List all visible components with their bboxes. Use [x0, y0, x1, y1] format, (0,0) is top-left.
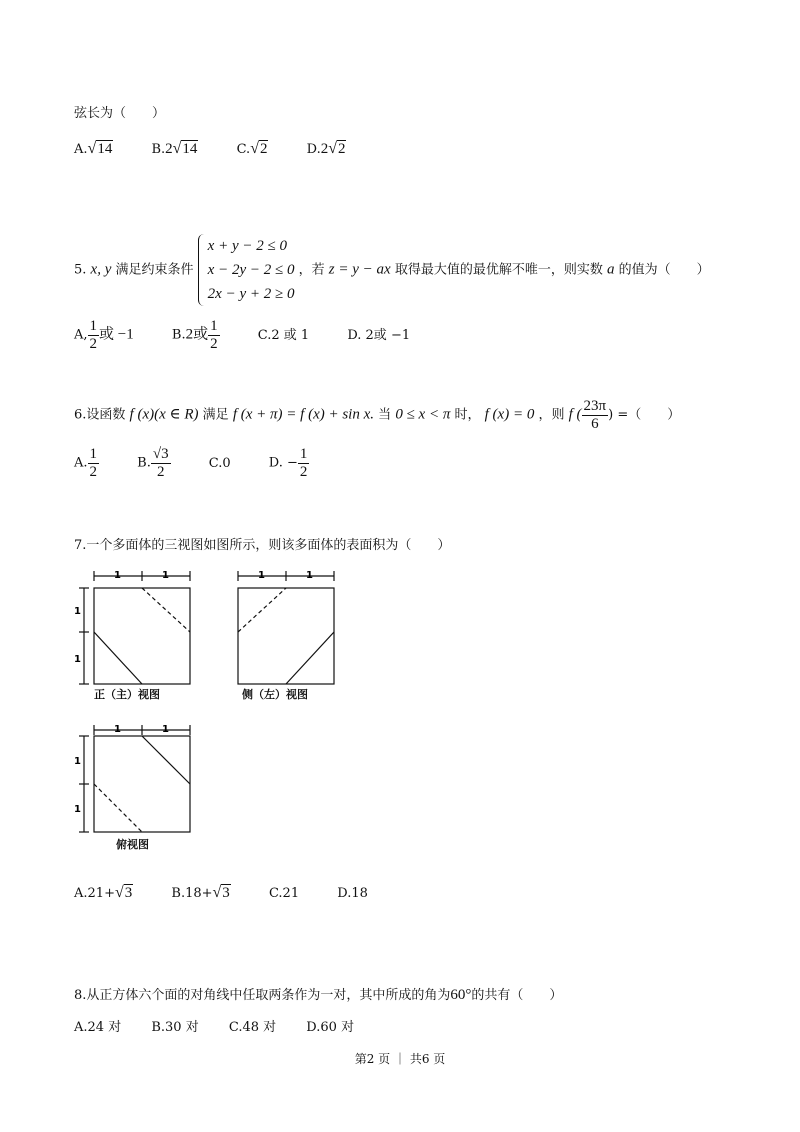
q8-option-c: C.48 对: [228, 1020, 277, 1035]
dim-label: 1: [74, 654, 81, 665]
page-footer: 第2 页 ｜ 共6 页: [354, 1052, 446, 1066]
q4-stem-tail: 弦长为（ ）: [74, 106, 166, 121]
q4-option-b: B.2√14: [151, 140, 198, 157]
q7-option-d: D.18: [337, 886, 368, 901]
q7-option-b: B.18+√3: [171, 884, 230, 901]
q5-option-d: D. 2或 −1: [347, 327, 411, 343]
front-view-caption: 正（主）视图: [94, 688, 160, 701]
q5-stem: 5. x, y 满足约束条件 x + y − 2 ≤ 0 x − 2y − 2 ≤ 0 2x − y + 2 ≥ 0 ，若 z = y − ax 取得最大值的最优解不唯一，则实数 a 的值为（ ）: [74, 234, 710, 306]
q5-constraint-2: x − 2y − 2 ≤ 0: [207, 262, 295, 278]
q7-options: [74, 884, 402, 902]
front-view-drawing: [72, 568, 202, 703]
q6-option-d: D. − $\frac{1}{2}$: [268, 446, 308, 480]
q8-option-a: A.24 对: [74, 1020, 122, 1035]
dim-label: 1: [74, 804, 81, 815]
dim-label: 1: [114, 724, 121, 735]
dim-label: 1: [162, 570, 169, 581]
dim-label: 1: [74, 606, 81, 617]
q5-option-b: B.2或 $\frac{1}{2}$: [171, 318, 218, 352]
q7-stem: 7.一个多面体的三视图如图所示，则该多面体的表面积为（ ）: [74, 538, 451, 553]
dim-label: 1: [306, 570, 313, 581]
side-view-drawing: [228, 568, 338, 703]
q5-constraint-system: [198, 234, 295, 306]
dim-label: 1: [114, 570, 121, 581]
q8-options: [74, 1016, 380, 1035]
q5-constraint-3: 2x − y + 2 ≥ 0: [207, 286, 295, 302]
q6-option-c: C.0: [208, 455, 231, 471]
side-view-caption: 侧（左）视图: [242, 688, 308, 701]
dim-label: 1: [162, 724, 169, 735]
q6-stem: 6.设函数 f (x)(x ∈ R) 满足 f (x + π) = f (x) + sin x. 当 0 ≤ x < π 时， f (x) = 0 ，则 f ( $\frac{23\pi}{6}$ ) =（ ）: [74, 398, 681, 432]
q5-constraint-1: x + y − 2 ≤ 0: [207, 238, 287, 254]
q7-option-a: A.21+√3: [74, 884, 133, 901]
q6-option-b: B. $\frac{√3}{2}$: [137, 446, 169, 480]
q5-option-a: A, $\frac{1}{2}$ 或 −1: [74, 318, 134, 352]
q4-option-c: C.√2: [236, 140, 268, 157]
q8-option-d: D.60 对: [306, 1020, 355, 1035]
q8-option-b: B.30 对: [151, 1020, 199, 1035]
q6-options: [74, 446, 343, 480]
q5-option-c: C.2 或 1: [257, 327, 310, 343]
q4-option-a: A.√14: [74, 140, 113, 157]
top-view-figure: [72, 722, 202, 861]
q4-option-d: D.2√2: [306, 140, 346, 157]
q5-options: [74, 318, 444, 352]
q7-option-c: C.21: [268, 886, 300, 901]
front-view-figure: [72, 568, 202, 707]
q6-option-a: A. $\frac{1}{2}$: [74, 446, 98, 480]
top-view-caption: 俯视图: [116, 838, 149, 851]
q4-options: [74, 140, 380, 158]
side-view-figure: [228, 568, 338, 707]
q8-stem: 8.从正方体六个面的对角线中任取两条作为一对，其中所成的角为60°的共有（ ）: [74, 987, 563, 1003]
dim-label: 1: [258, 570, 265, 581]
dim-label: 1: [74, 756, 81, 767]
